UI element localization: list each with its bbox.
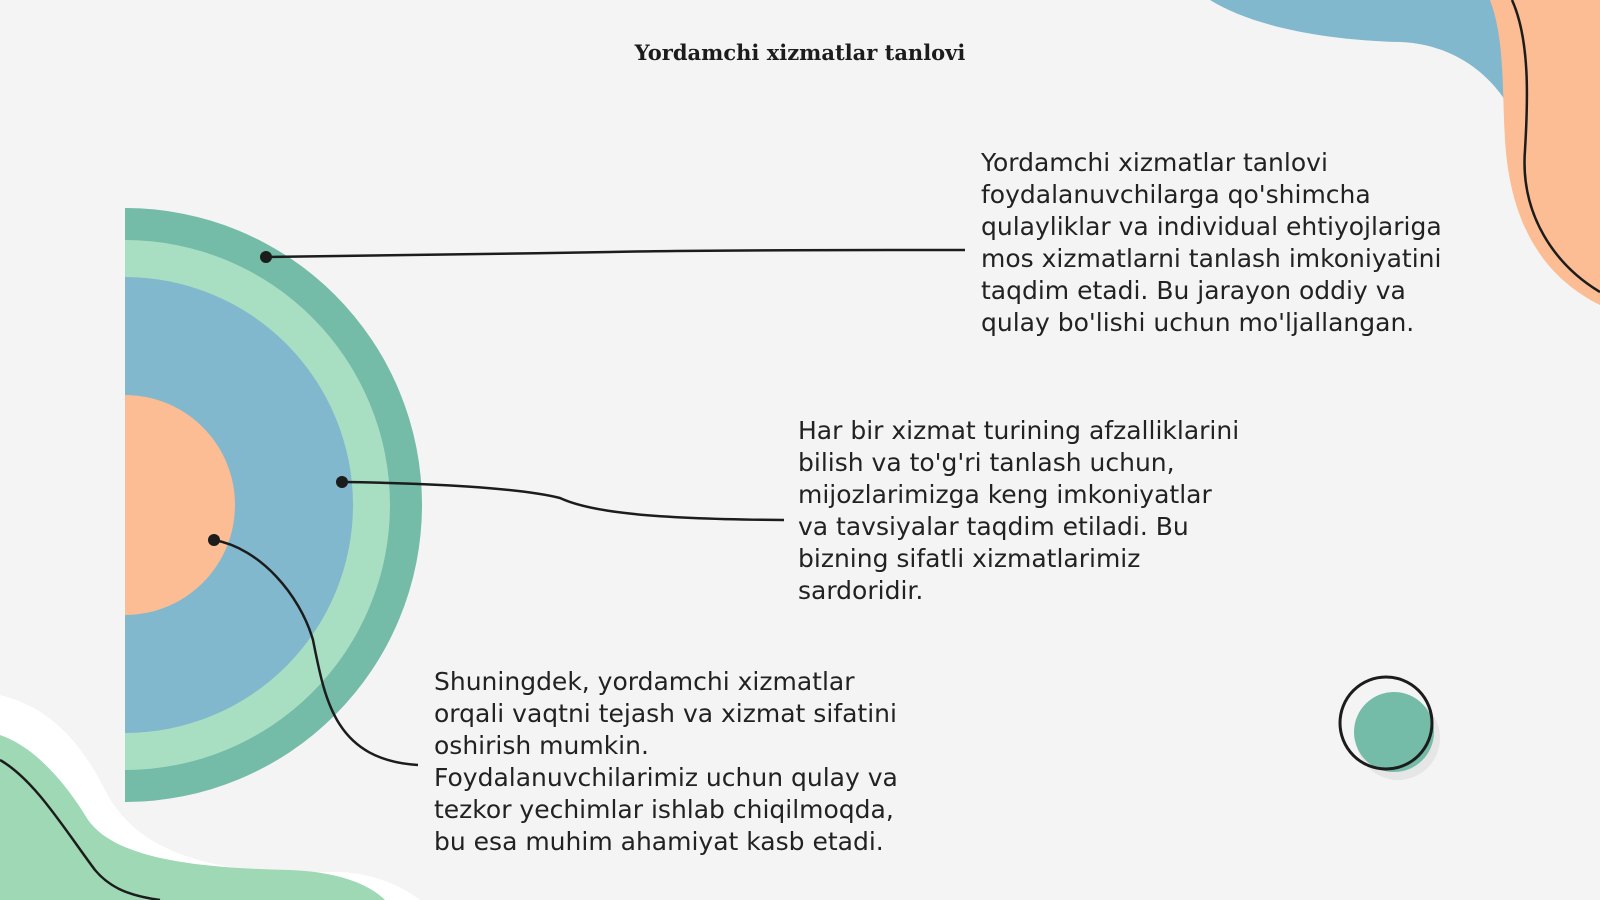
small-teal-circle <box>1354 692 1434 772</box>
slide-title: Yordamchi xizmatlar tanlovi <box>634 40 966 65</box>
paragraph-3: Shuningdek, yordamchi xizmatlar orqali vaqtni tejash va xizmat sifatini oshirish mumkin. Foydalanuvchilarimiz uchun qulay va tezkor yechimlar ishlab chiqilmoqda, bu esa muhim ahamiyat kasb etadi. <box>434 667 898 856</box>
connector-dot-3 <box>208 534 220 546</box>
connector-dot-1 <box>260 251 272 263</box>
concentric-circles-graphic <box>0 208 422 802</box>
connector-line-1 <box>266 250 965 257</box>
peach-core <box>15 395 235 615</box>
connector-dot-2 <box>336 476 348 488</box>
paragraph-2: Har bir xizmat turining afzalliklarini bilish va to'g'ri tanlash uchun, mijozlarimizga keng imkoniyatlar va tavsiyalar taqdim etiladi. Bu bizning sifatli xizmatlarimiz sardoridir. <box>798 416 1240 605</box>
small-circle-decoration <box>1340 677 1440 780</box>
paragraph-1: Yordamchi xizmatlar tanlovi foydalanuvchilarga qo'shimcha qulayliklar va individual ehtiyojlariga mos xizmatlarni tanlash imkoniyatini taqdim etadi. Bu jarayon oddiy va qulay bo'lishi uchun mo'ljallangan. <box>981 148 1442 337</box>
